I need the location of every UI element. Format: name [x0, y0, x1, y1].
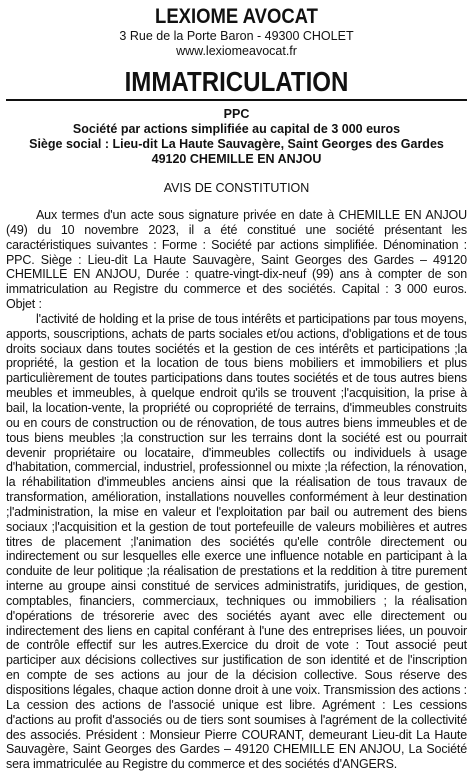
firm-website: www.lexiomeavocat.fr	[176, 44, 297, 58]
title-divider	[6, 99, 467, 101]
postal-city: 49120 CHEMILLE EN ANJOU	[151, 152, 322, 166]
registered-office: Siège social : Lieu-dit La Haute Sauvagère, Saint Georges des Gardes	[29, 137, 444, 151]
firm-address: 3 Rue de la Porte Baron - 49300 CHOLET	[119, 29, 354, 43]
firm-name: LEXIOME AVOCAT	[155, 5, 318, 28]
notice-body	[6, 208, 467, 772]
company-name: PPC	[223, 107, 250, 121]
notice-title: IMMATRICULATION	[124, 66, 349, 97]
body-paragraph-2: l'activité de holding et la prise de tous intérêts et participations par tous moyens, apports, souscriptions, achats de parts sociales et/ou actions, d'obligations et de tous droits sociaux dans toutes sociétés et la gestion de ces intérêts et participations ;la propriété, la gestion et la location de tous biens mobiliers et immobiliers et plus particulièrement de toutes participations dans toutes sociétés et de tous autres biens meubles et immeubles, à quelque endroit qu'ils se trouvent ;l'acquisition, la prise à bail, la location-vente, la propriété ou copropriété de terrains, d'immeubles construits ou en cours de construction ou de rénovation, de tous autres biens immeubles et de tous biens meubles ;la construction sur les terrains dont la société est ou pourrait devenir propriétaire ou locataire, d'immeubles collectifs ou individuels à usage d'habitation, commercial, industriel, professionnel ou mixte ;la réfection, la rénovation, la réhabilitation d'immeubles anciens ainsi que la réalisation de tous travaux de transformation, amélioration, installations nouvelles conformément à leur destination ;l'administration, la mise en valeur et l'exploitation par bail ou autrement des biens sociaux ;l'acquisition et la gestion de tout portefeuille de valeurs mobilières et autres titres de placement ;l'animation des sociétés qu'elle contrôle directement ou indirectement ou sur lesquelles elle exerce une influence notable en participant à la conduite de leur politique ;la réalisation de prestations et la reddition à titre purement interne au groupe ainsi constitué de services administratifs, juridiques, de gestion, comptables, financiers, commerciaux, techniques ou immobiliers ; la réalisation d'opérations de trésorerie avec des sociétés ayant avec elle directement ou indirectement des liens en capital conférant à l'une des entreprises liées, un pouvoir de contrôle effectif sur les autres.Exercice du droit de vote : Tout associé peut participer aux décisions collectives sur justification de son identité et de l'inscription en compte de ses actions au jour de la décision collective. Sous réserve des dispositions légales, chaque action donne droit à une voix. Transmission des actions : La cession des actions de l'associé unique est libre. Agrément : Les cessions d'actions au profit d'associés ou de tiers sont soumises à l'agrément de la collectivité des associés. Président : Monsieur Pierre COURANT, demeurant Lieu-dit La Haute Sauvagère, Saint Georges des Gardes – 49120 CHEMILLE EN ANJOU, La Société sera immatriculée au Registre du commerce et des sociétés d'ANGERS.	[6, 311, 467, 772]
section-heading: AVIS DE CONSTITUTION	[163, 181, 310, 195]
body-paragraph-1: Aux termes d'un acte sous signature privée en date à CHEMILLE EN ANJOU (49) du 10 novembre 2023, il a été constitué une société présentant les caractéristiques suivantes : Forme : Société par actions simplifiée. Dénomination : PPC. Siège : Lieu-dit La Haute Sauvagère, Saint Georges des Gardes – 49120 CHEMILLE EN ANJOU, Durée : quatre-vingt-dix-neuf (99) ans à compter de son immatriculation au Registre du commerce et des sociétés. Capital : 3 000 euros. Objet :	[6, 208, 467, 312]
company-type: Société par actions simplifiée au capital de 3 000 euros	[72, 122, 401, 136]
